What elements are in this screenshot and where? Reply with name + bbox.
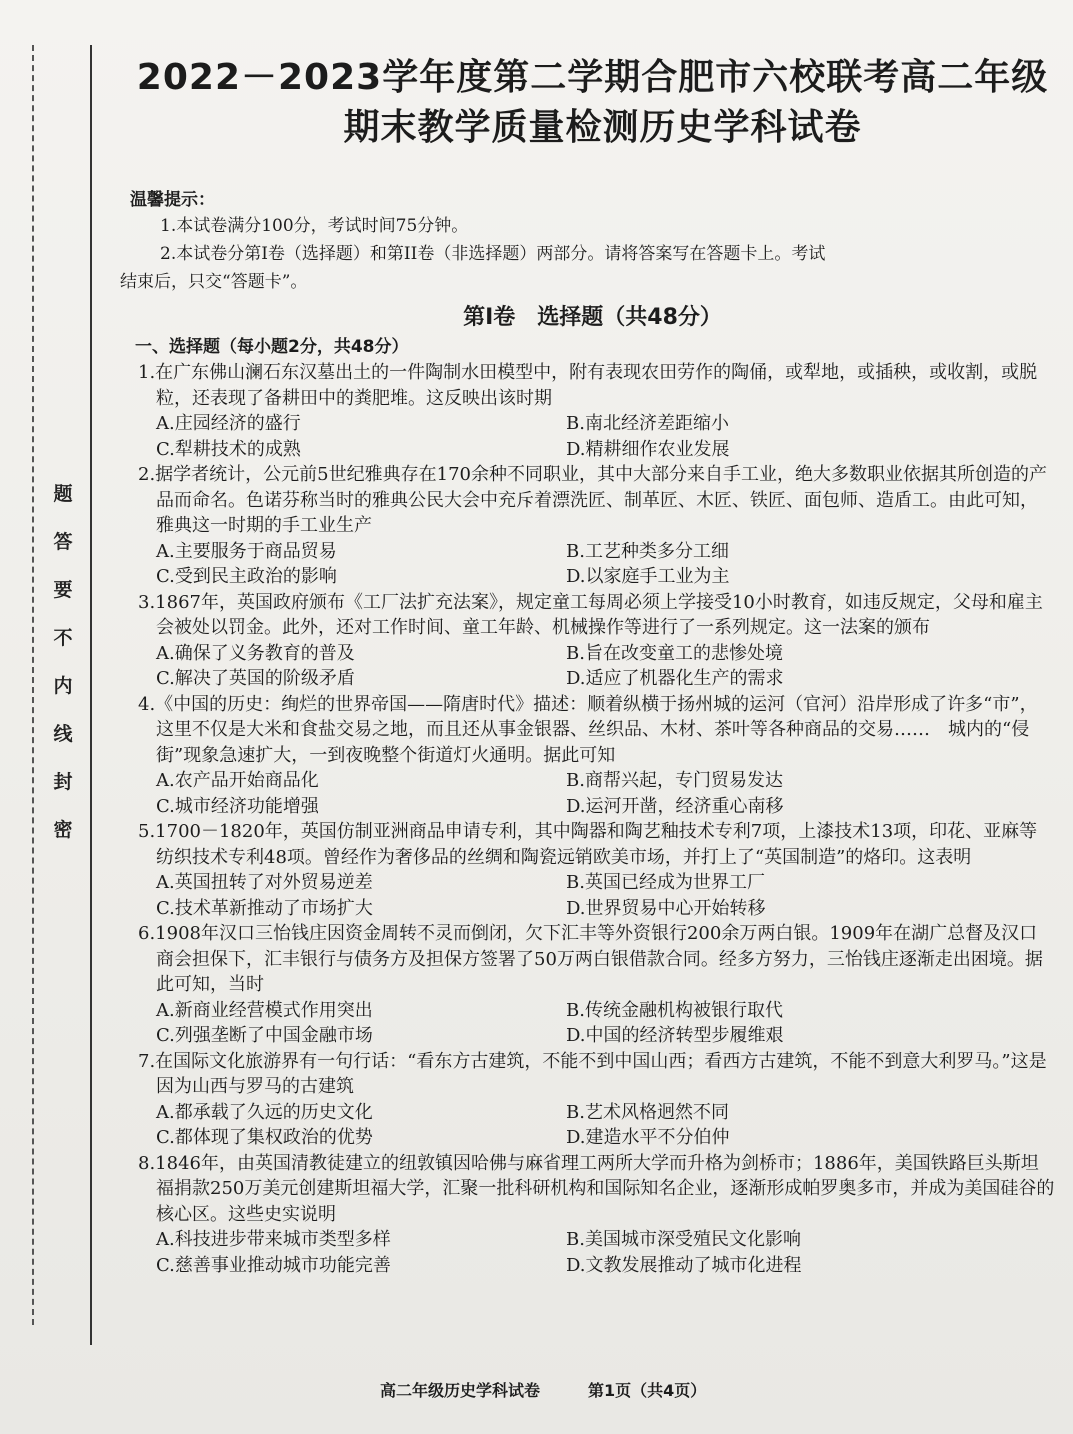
option-B: B.南北经济差距缩小 [566, 413, 729, 434]
option-B: B.商帮兴起，专门贸易发达 [566, 770, 783, 791]
option-C: C.受到民主政治的影响 [156, 566, 337, 587]
option-A: A.庄园经济的盛行 [156, 413, 301, 434]
option-C: C.列强垄断了中国金融市场 [156, 1025, 373, 1046]
question-options [138, 768, 1055, 819]
seal-warning [48, 470, 78, 854]
question-stem: 8.1846年，由英国清教徒建立的纽敦镇因哈佛与麻省理工两所大学而升格为剑桥市；1886年，美国铁路巨头斯坦福捐款250万美元创建斯坦福大学，汇聚一批科研机构和国际知名企业，逐渐形成帕罗奥多市，并成为美国硅谷的核心区。这些史实说明 [138, 1152, 1055, 1225]
option-C: C.技术革新推动了市场扩大 [156, 897, 373, 919]
question-options [138, 411, 1055, 462]
option-D: D.建造水平不分伯仲 [566, 1127, 730, 1148]
seal-char: 密 [53, 819, 73, 841]
seal-char: 答 [53, 531, 73, 553]
question-stem: 7.在国际文化旅游界有一句行话：“看东方古建筑，不能不到中国山西；看西方古建筑，不能不到意大利罗马。”这是因为山西与罗马的古建筑 [138, 1050, 1047, 1097]
tip-item: 2.本试卷分第Ⅰ卷（选择题）和第II卷（非选择题）两部分。请将答案写在答题卡上。考试 [160, 244, 826, 264]
option-D: D.中国的经济转型步履维艰 [566, 1025, 784, 1046]
question-options [138, 539, 1055, 590]
option-B: B.工艺种类多分工细 [566, 540, 729, 562]
option-B: B.美国城市深受殖民文化影响 [566, 1229, 801, 1250]
option-C: C.犁耕技术的成熟 [156, 438, 301, 460]
question-7 [138, 1049, 1055, 1151]
option-B: B.英国已经成为世界工厂 [566, 872, 765, 893]
question-1 [138, 360, 1055, 462]
footer-page: 第1页（共4页） [588, 1381, 707, 1400]
option-D: D.以家庭手工业为主 [566, 566, 730, 587]
question-5 [138, 819, 1055, 921]
option-D: D.世界贸易中心开始转移 [566, 897, 766, 919]
seal-char: 题 [53, 483, 73, 505]
question-3 [138, 590, 1055, 692]
option-C: C.慈善事业推动城市功能完善 [156, 1254, 391, 1276]
question-6 [138, 921, 1055, 1049]
option-A: A.确保了义务教育的普及 [156, 642, 355, 664]
question-options [138, 998, 1055, 1049]
option-A: A.主要服务于商品贸易 [156, 540, 337, 562]
option-A: A.都承载了久远的历史文化 [156, 1101, 373, 1123]
seal-char: 封 [53, 771, 73, 793]
question-stem: 1.在广东佛山澜石东汉墓出土的一件陶制水田模型中，附有表现农田劳作的陶俑，或犁地，或插秧，或收割，或脱粒，还表现了备耕田中的粪肥堆。这反映出该时期 [138, 362, 1038, 409]
footer-subject: 高二年级历史学科试卷 [380, 1381, 541, 1400]
tip-item: 1.本试卷满分100分，考试时间75分钟。 [160, 216, 469, 236]
option-C: C.城市经济功能增强 [156, 795, 319, 817]
question-options [138, 1227, 1055, 1278]
section-title: 第Ⅰ卷 选择题（共48分） [463, 305, 722, 330]
option-A: A.科技进步带来城市类型多样 [156, 1229, 391, 1250]
question-4 [138, 692, 1055, 820]
exam-title-line2: 期末教学质量检测历史学科试卷 [343, 107, 862, 148]
option-B: B.艺术风格迥然不同 [566, 1101, 729, 1123]
option-D: D.适应了机器化生产的需求 [566, 668, 784, 689]
seal-char: 内 [53, 675, 73, 697]
question-options [138, 1100, 1055, 1151]
seal-char: 不 [53, 627, 73, 649]
binding-dashed-line [32, 45, 34, 1325]
option-B: B.旨在改变童工的悲惨处境 [566, 642, 783, 664]
question-8 [138, 1151, 1055, 1279]
seal-char: 要 [53, 579, 73, 601]
option-D: D.精耕细作农业发展 [566, 438, 730, 460]
question-options [138, 641, 1055, 692]
option-D: D.运河开凿，经济重心南移 [566, 795, 784, 817]
question-list [130, 360, 1055, 1278]
option-A: A.新商业经营模式作用突出 [156, 999, 373, 1021]
subsection-title: 一、选择题（每小题2分，共48分） [135, 337, 409, 357]
seal-char: 线 [53, 723, 73, 745]
tip-item: 结束后，只交“答题卡”。 [120, 272, 308, 292]
option-D: D.文教发展推动了城市化进程 [566, 1254, 802, 1276]
option-A: A.农产品开始商品化 [156, 770, 319, 791]
question-stem: 3.1867年，英国政府颁布《工厂法扩充法案》，规定童工每周必须上学接受10小时教育，如违反规定，父母和雇主会被处以罚金。此外，还对工作时间、童工年龄、机械操作等进行了一系列规定。这一法案的颁布 [138, 591, 1043, 638]
page-footer [380, 1378, 706, 1401]
question-stem: 6.1908年汉口三怡钱庄因资金周转不灵而倒闭，欠下汇丰等外资银行200余万两白银。1909年在湖广总督及汉口商会担保下，汇丰银行与债务方及担保方签署了50万两白银借款合同。经多方努力，三怡钱庄逐渐走出困境。据此可知，当时 [138, 923, 1043, 995]
tips-label: 温馨提示： [130, 190, 215, 210]
binding-solid-line [90, 45, 92, 1345]
option-C: C.都体现了集权政治的优势 [156, 1127, 373, 1148]
option-B: B.传统金融机构被银行取代 [566, 999, 783, 1021]
question-options [138, 870, 1055, 921]
question-stem: 2.据学者统计，公元前5世纪雅典存在170余种不同职业，其中大部分来自手工业，绝大多数职业依据其所创造的产品而命名。色诺芬称当时的雅典公民大会中充斥着漂洗匠、制革匠、木匠、铁匠、面包师、造盾工。由此可知，雅典这一时期的手工业生产 [138, 464, 1047, 536]
option-A: A.英国扭转了对外贸易逆差 [156, 872, 373, 893]
option-C: C.解决了英国的阶级矛盾 [156, 668, 355, 689]
question-2 [138, 462, 1055, 590]
question-stem: 5.1700－1820年，英国仿制亚洲商品申请专利，其中陶器和陶艺釉技术专利7项，上漆技术13项，印花、亚麻等纺织技术专利48项。曾经作为奢侈品的丝绸和陶瓷远销欧美市场，并打上了“英国制造”的烙印。这表明 [138, 821, 1038, 868]
question-stem: 4.《中国的历史：绚烂的世界帝国——隋唐时代》描述：顺着纵横于扬州城的运河（官河）沿岸形成了许多“市”，这里不仅是大米和食盐交易之地，而且还从事金银器、丝织品、木材、茶叶等各种商品的交易…… 城内的“侵街”现象急速扩大，一到夜晚整个街道灯火通明。据此可知 [138, 693, 1038, 766]
exam-content [120, 40, 1055, 1278]
exam-title-line1: 2022－2023学年度第二学期合肥市六校联考高二年级 [136, 57, 1049, 98]
